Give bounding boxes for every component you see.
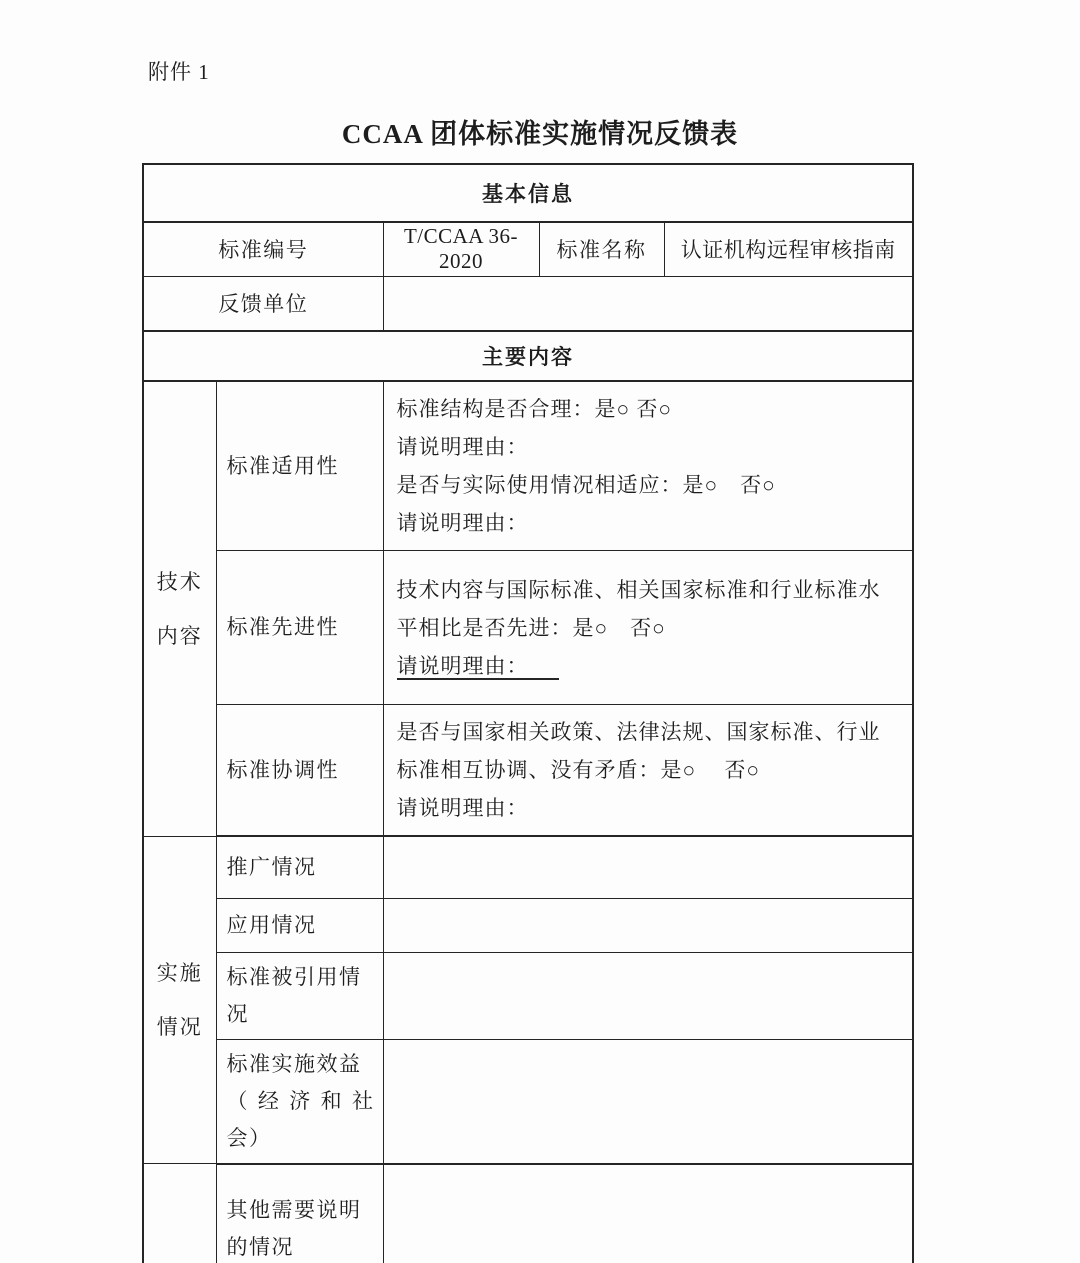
group-label-line: 情况 xyxy=(156,1014,203,1039)
promotion-blank-cell xyxy=(383,836,913,898)
main-content-header: 主要内容 xyxy=(143,331,913,381)
standard-name-value-cell: 认证机构远程审核指南 xyxy=(664,222,913,276)
application-blank-cell xyxy=(383,898,913,952)
feedback-table xyxy=(142,163,914,1263)
attachment-label: 附件 1 xyxy=(148,60,210,84)
table-row xyxy=(143,952,913,1039)
label-line: 的情况 xyxy=(226,1234,294,1259)
table-row xyxy=(143,551,913,705)
benefit-blank-cell xyxy=(383,1039,913,1164)
table-row xyxy=(143,276,913,331)
standard-number-label-cell: 标准编号 xyxy=(143,222,383,276)
applicability-label-cell: 标准适用性 xyxy=(216,381,383,551)
content-line: 请说明理由： xyxy=(396,511,529,535)
citation-blank-cell xyxy=(383,952,913,1039)
applicability-content-cell xyxy=(383,381,913,551)
label-line: 况 xyxy=(226,1001,249,1026)
label-line: 标准被引用情 xyxy=(226,964,362,989)
table-row xyxy=(143,705,913,837)
content-line-underlined xyxy=(397,647,907,685)
table-row xyxy=(143,331,913,381)
benefit-label-cell xyxy=(216,1039,383,1164)
coordination-content-cell xyxy=(383,705,913,837)
content-line: 技术内容与国际标准、相关国家标准和行业标准水 xyxy=(396,577,881,602)
citation-label-cell xyxy=(216,952,383,1039)
advancement-content-cell xyxy=(383,551,913,705)
group-label-line: 内容 xyxy=(156,623,203,648)
content-line: 请说明理由： xyxy=(396,435,529,459)
table-row xyxy=(143,164,913,222)
feedback-unit-label-cell: 反馈单位 xyxy=(143,276,383,331)
promotion-label-cell: 推广情况 xyxy=(216,836,383,898)
other-blank-cell xyxy=(383,1164,913,1263)
table-row xyxy=(143,1164,913,1263)
group-label-line: 技术 xyxy=(156,569,203,594)
feedback-unit-value-cell xyxy=(383,276,913,331)
standard-number-value-cell: T/CCAA 36-2020 xyxy=(383,222,539,276)
table-row xyxy=(143,1039,913,1164)
label-line: （经济和社 xyxy=(226,1088,375,1113)
content-line: 是否与实际使用情况相适应：是○ 否○ xyxy=(396,473,776,497)
content-line: 请说明理由： xyxy=(396,796,529,820)
label-line: 标准实施效益 xyxy=(226,1051,362,1076)
advancement-label-cell: 标准先进性 xyxy=(216,551,383,705)
content-line: 是否与国家相关政策、法律法规、国家标准、行业 xyxy=(396,720,881,744)
content-line: 标准结构是否合理：是○ 否○ xyxy=(396,397,673,421)
label-line: 其他需要说明 xyxy=(226,1197,362,1222)
implementation-group-label-cell xyxy=(143,836,216,1164)
table-row xyxy=(143,222,913,276)
standard-name-label-cell: 标准名称 xyxy=(539,222,664,276)
table-row xyxy=(143,381,913,551)
page-title: CCAA 团体标准实施情况反馈表 xyxy=(341,119,739,149)
coordination-label-cell: 标准协调性 xyxy=(216,705,383,837)
reason-underlined-text: 请说明理由： xyxy=(397,654,559,680)
basic-info-header: 基本信息 xyxy=(143,164,913,222)
table-row xyxy=(143,898,913,952)
application-label-cell: 应用情况 xyxy=(216,898,383,952)
group-label-line: 实施 xyxy=(156,960,203,985)
other-empty-cell xyxy=(143,1164,216,1263)
tech-content-group-label-cell xyxy=(143,381,216,836)
label-line: 会） xyxy=(226,1125,272,1150)
table-row xyxy=(143,836,913,898)
content-line: 标准相互协调、没有矛盾：是○ 否○ xyxy=(396,758,761,782)
other-label-cell xyxy=(216,1164,383,1263)
content-line: 平相比是否先进：是○ 否○ xyxy=(396,615,666,640)
